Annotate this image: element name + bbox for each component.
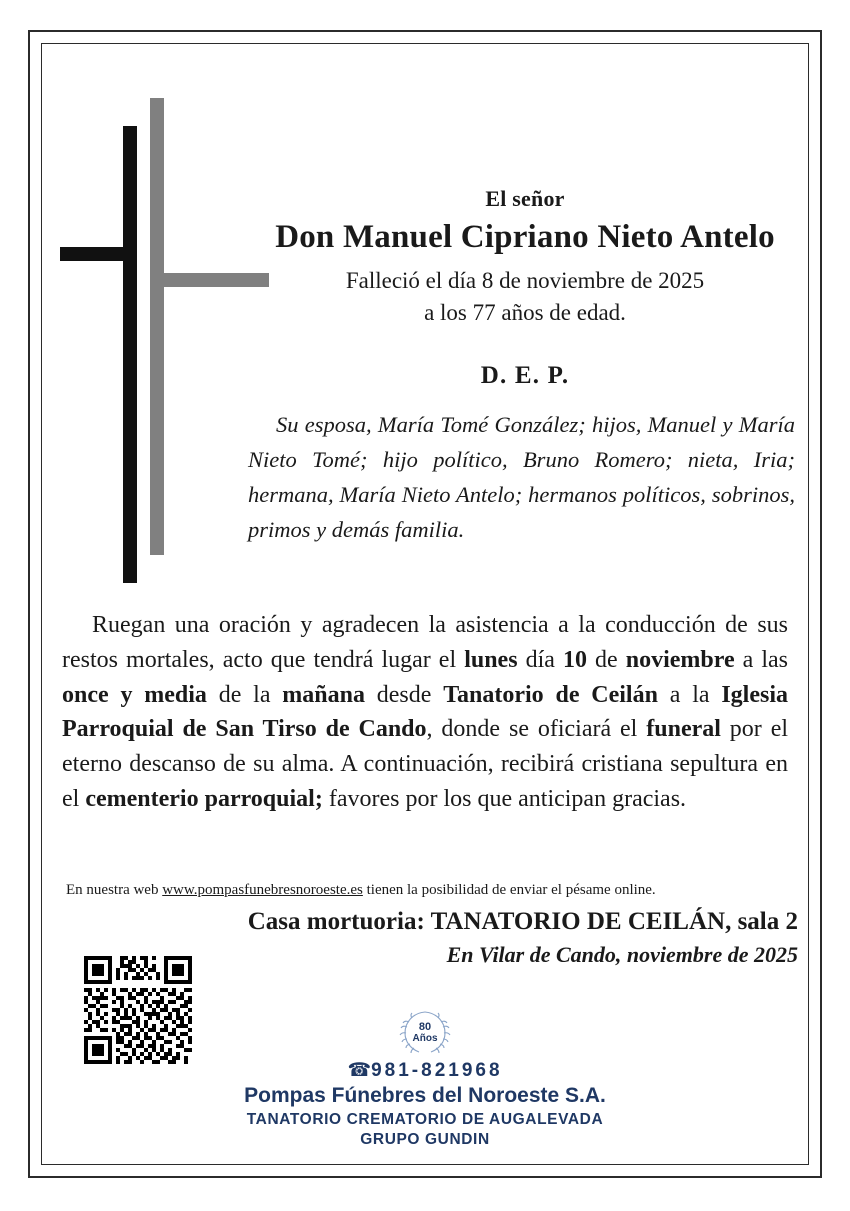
mortuary-house-line: Casa mortuoria: TANATORIO DE CEILÁN, sala 2 [247, 908, 798, 935]
website-link[interactable]: www.pompasfunebresnoroeste.es [162, 882, 363, 898]
web-notice-prefix: En nuestra web [66, 882, 163, 898]
emphasis-text: mañana [282, 681, 365, 708]
cross-gray-vertical-bar [150, 98, 164, 555]
phone-number-line [0, 1059, 850, 1082]
anniversary-wreath-icon [397, 1008, 453, 1056]
body-text: a las [734, 646, 789, 673]
body-text: a la [657, 681, 722, 708]
death-date-line: Falleció el día 8 de noviembre de 2025 [345, 267, 705, 293]
telephone-icon: ☎ [347, 1060, 372, 1081]
body-text: de la [206, 681, 283, 708]
anniversary-word: Años [412, 1033, 438, 1044]
funeral-details-paragraph [62, 608, 788, 817]
group-name: GRUPO GUNDIN [360, 1131, 490, 1148]
emphasis-text: noviembre [625, 646, 735, 673]
body-text: desde [364, 681, 444, 708]
facility-name: TANATORIO CREMATORIO DE AUGALEVADA [246, 1111, 604, 1128]
deceased-name: Don Manuel Cipriano Nieto Antelo [275, 219, 775, 256]
cross-icon [55, 90, 235, 600]
emphasis-text: Iglesia Parroquial de San Tirso de Cando [62, 681, 788, 743]
body-text: de [586, 646, 626, 673]
deceased-header [248, 186, 802, 390]
web-notice-suffix: tienen la posibilidad de enviar el pésame online. [362, 882, 656, 898]
body-text: día [517, 646, 563, 673]
emphasis-text: once y media [62, 681, 207, 708]
cross-black-vertical-bar [123, 126, 137, 583]
emphasis-text: cementerio parroquial; [85, 785, 323, 812]
company-name: Pompas Fúnebres del Noroeste S.A. [244, 1084, 606, 1107]
anniversary-number: 80 [418, 1021, 432, 1033]
web-condolences-notice [66, 881, 788, 901]
body-text: por el eterno descanso de su alma. A continuación, recibirá cristiana sepultura en el [62, 716, 789, 812]
emphasis-text: lunes [464, 646, 518, 673]
body-text: favores por los que anticipan gracias. [322, 785, 687, 812]
emphasis-text: funeral [646, 716, 721, 743]
cross-black-horizontal-bar [60, 247, 137, 261]
emphasis-text: Tanatorio de Ceilán [443, 681, 658, 708]
place-and-date-line: En Vilar de Cando, noviembre de 2025 [446, 942, 798, 967]
death-age-line: a los 77 años de edad. [424, 300, 626, 326]
phone-number: 981-821968 [371, 1060, 503, 1081]
emphasis-text: 10 [562, 646, 587, 673]
body-text: Ruegan una oración y agradecen la asistencia a la conducción de sus restos mortales, acto que tendrá lugar el [62, 612, 788, 673]
rest-in-peace-label: D. E. P. [480, 362, 570, 390]
company-footer [0, 1008, 850, 1149]
honorific-label: El señor [485, 186, 565, 211]
body-text: , donde se oficiará el [426, 716, 647, 743]
family-members-text: Su esposa, María Tomé González; hijos, Manuel y María Nieto Tomé; hijo político, Bruno Romero; nieta, Iria; hermana, María Nieto Antelo; hermanos políticos, sobrinos, primos y demás familia. [248, 412, 795, 542]
